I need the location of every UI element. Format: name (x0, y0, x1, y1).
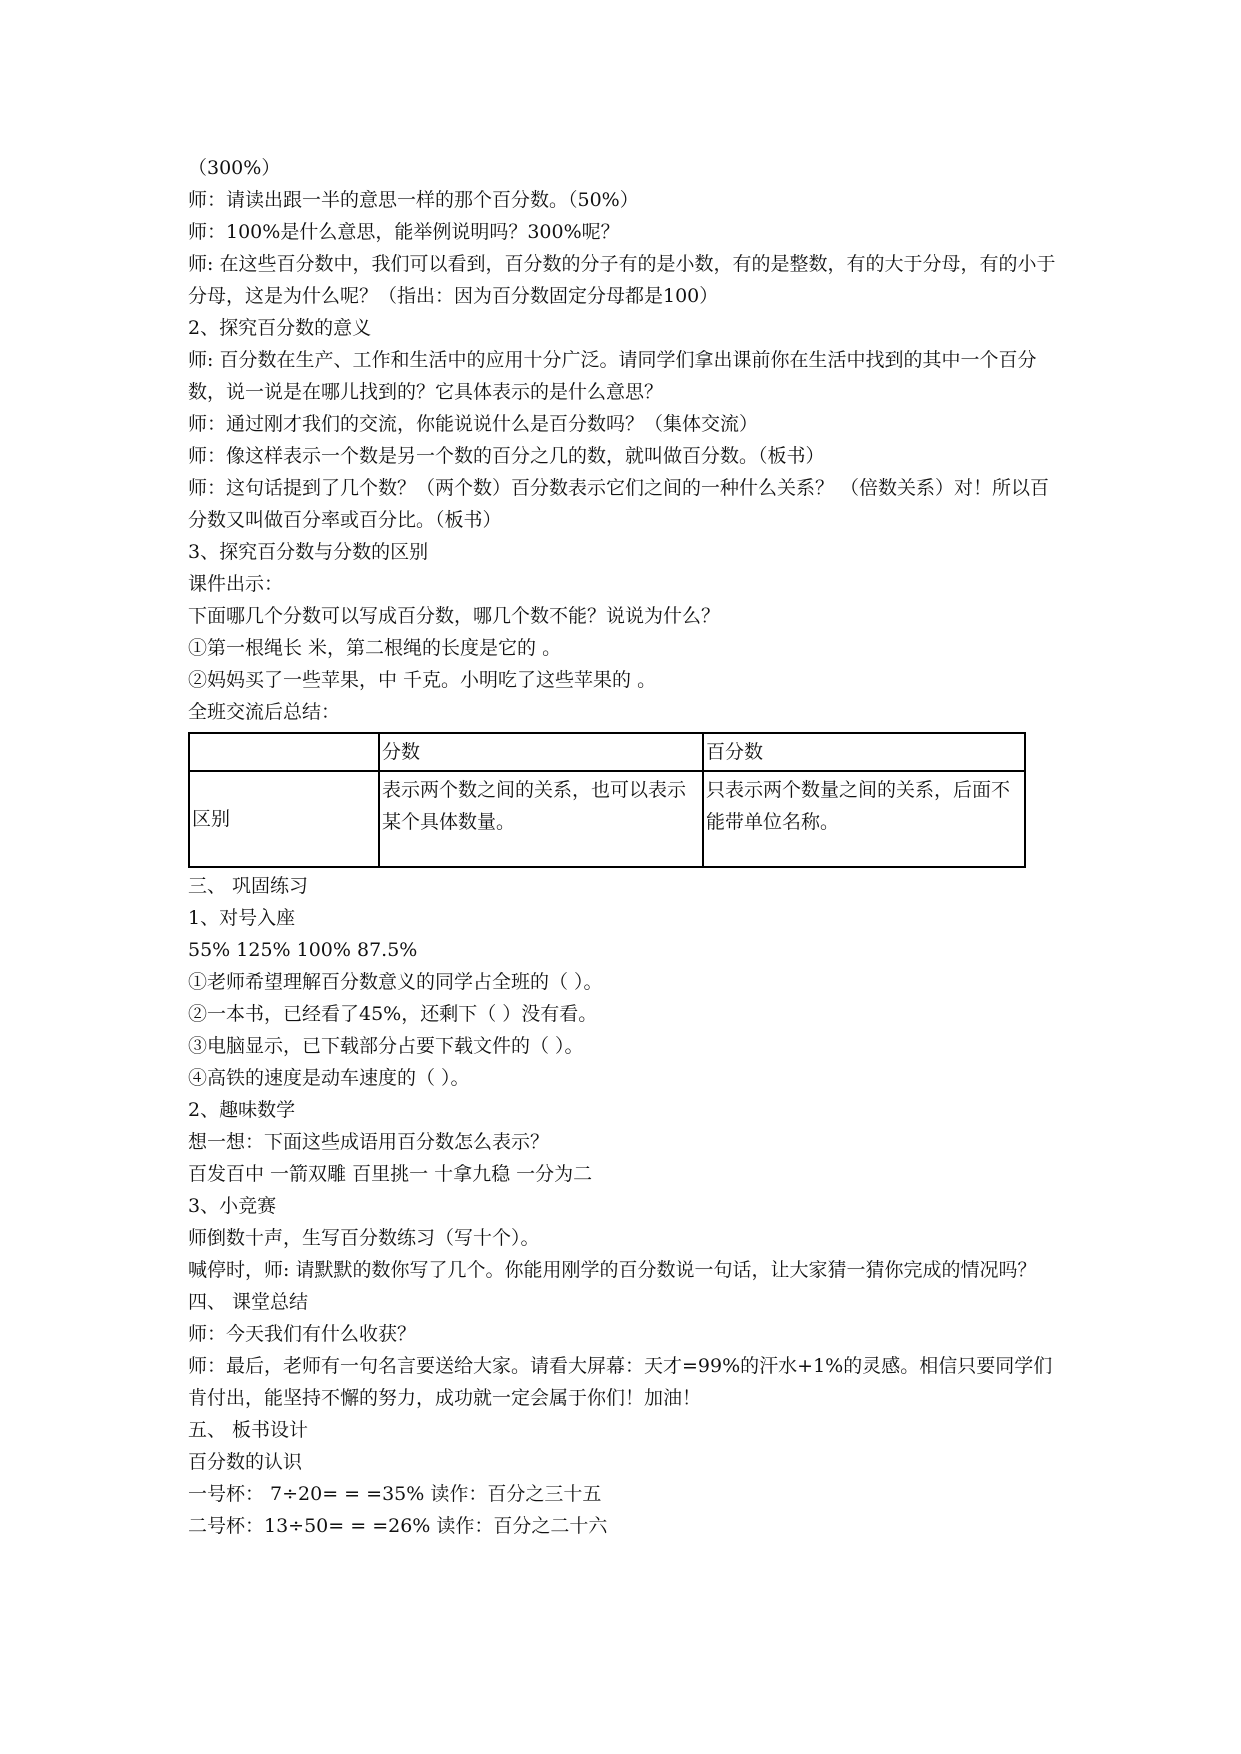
text-line: 师：通过刚才我们的交流，你能说说什么是百分数吗？（集体交流） (188, 413, 759, 435)
text-line: 二号杯：13÷50= = =26% 读作：百分之二十六 (188, 1515, 608, 1537)
paragraph: 师: 百分数在生产、工作和生活中的应用十分广泛。请同学们拿出课前你在生活中找到的其中一个百分数，说一说是在哪儿找到的？它具体表示的是什么意思？ (188, 349, 1037, 403)
paragraph: 喊停时，师: 请默默的数你写了几个。你能用刚学的百分数说一句话，让大家猜一猜你完成的情况吗？ (188, 1259, 1037, 1281)
text-line: 全班交流后总结： (188, 701, 341, 723)
subsection-heading: 1、对号入座 (188, 907, 296, 929)
text-line: （300%） (188, 157, 281, 179)
text-line: 下面哪几个分数可以写成百分数，哪几个数不能？说说为什么？ (188, 605, 721, 627)
table-header-row (189, 733, 1025, 771)
table-header-cell (189, 733, 379, 771)
text-line: 师：像这样表示一个数是另一个数的百分之几的数，就叫做百分数。（板书） (188, 445, 825, 467)
text-line: 55% 125% 100% 87.5% (188, 939, 418, 961)
text-line: ①老师希望理解百分数意义的同学占全班的（ ）。 (188, 971, 603, 993)
text-line: ③电脑显示，已下载部分占要下载文件的（ ）。 (188, 1035, 584, 1057)
text-line: ②一本书，已经看了45%，还剩下（ ）没有看。 (188, 1003, 598, 1025)
table-header-cell: 分数 (379, 733, 703, 771)
table-header-cell: 百分数 (703, 733, 1025, 771)
comparison-table (188, 732, 1026, 868)
section-heading: 四、 课堂总结 (188, 1291, 309, 1313)
text-line: ①第一根绳长 米，第二根绳的长度是它的 。 (188, 637, 562, 659)
table-row-label: 区别 (189, 771, 379, 867)
text-line: ②妈妈买了一些苹果，中 千克。小明吃了这些苹果的 。 (188, 669, 657, 691)
section-heading: 五、 板书设计 (188, 1419, 309, 1441)
section-heading: 3、探究百分数与分数的区别 (188, 541, 429, 563)
table-cell: 只表示两个数量之间的关系，后面不能带单位名称。 (703, 771, 1025, 867)
paragraph: 师：这句话提到了几个数？（两个数）百分数表示它们之间的一种什么关系？ （倍数关系）对！所以百分数又叫做百分率或百分比。（板书） (188, 477, 1050, 531)
document-body (188, 152, 1068, 1542)
text-line: 师：100%是什么意思，能举例说明吗？300%呢？ (188, 221, 620, 243)
subsection-heading: 2、趣味数学 (188, 1099, 296, 1121)
paragraph: 师：最后，老师有一句名言要送给大家。请看大屏幕：天才=99%的汗水+1%的灵感。相信只要同学们肯付出，能坚持不懈的努力，成功就一定会属于你们！加油！ (188, 1355, 1053, 1409)
text-line: 师：请读出跟一半的意思一样的那个百分数。（50%） (188, 189, 639, 211)
table-cell: 表示两个数之间的关系，也可以表示某个具体数量。 (379, 771, 703, 867)
table-row (189, 771, 1025, 867)
text-line: 课件出示： (188, 573, 284, 595)
section-heading: 2、探究百分数的意义 (188, 317, 372, 339)
text-line: 一号杯： 7÷20= = =35% 读作：百分之三十五 (188, 1483, 602, 1505)
text-line: 百发百中 一箭双雕 百里挑一 十拿九稳 一分为二 (188, 1163, 593, 1185)
text-line: 想一想：下面这些成语用百分数怎么表示？ (188, 1131, 550, 1153)
paragraph: 师: 在这些百分数中，我们可以看到，百分数的分子有的是小数，有的是整数，有的大于分母，有的小于分母，这是为什么呢？（指出：因为百分数固定分母都是100） (188, 253, 1056, 307)
section-heading: 三、 巩固练习 (188, 875, 309, 897)
text-line: 百分数的认识 (188, 1451, 303, 1473)
text-line: 师：今天我们有什么收获？ (188, 1323, 417, 1345)
text-line: 师倒数十声，生写百分数练习（写十个）。 (188, 1227, 540, 1249)
subsection-heading: 3、小竞赛 (188, 1195, 277, 1217)
text-line: ④高铁的速度是动车速度的（ ）。 (188, 1067, 470, 1089)
